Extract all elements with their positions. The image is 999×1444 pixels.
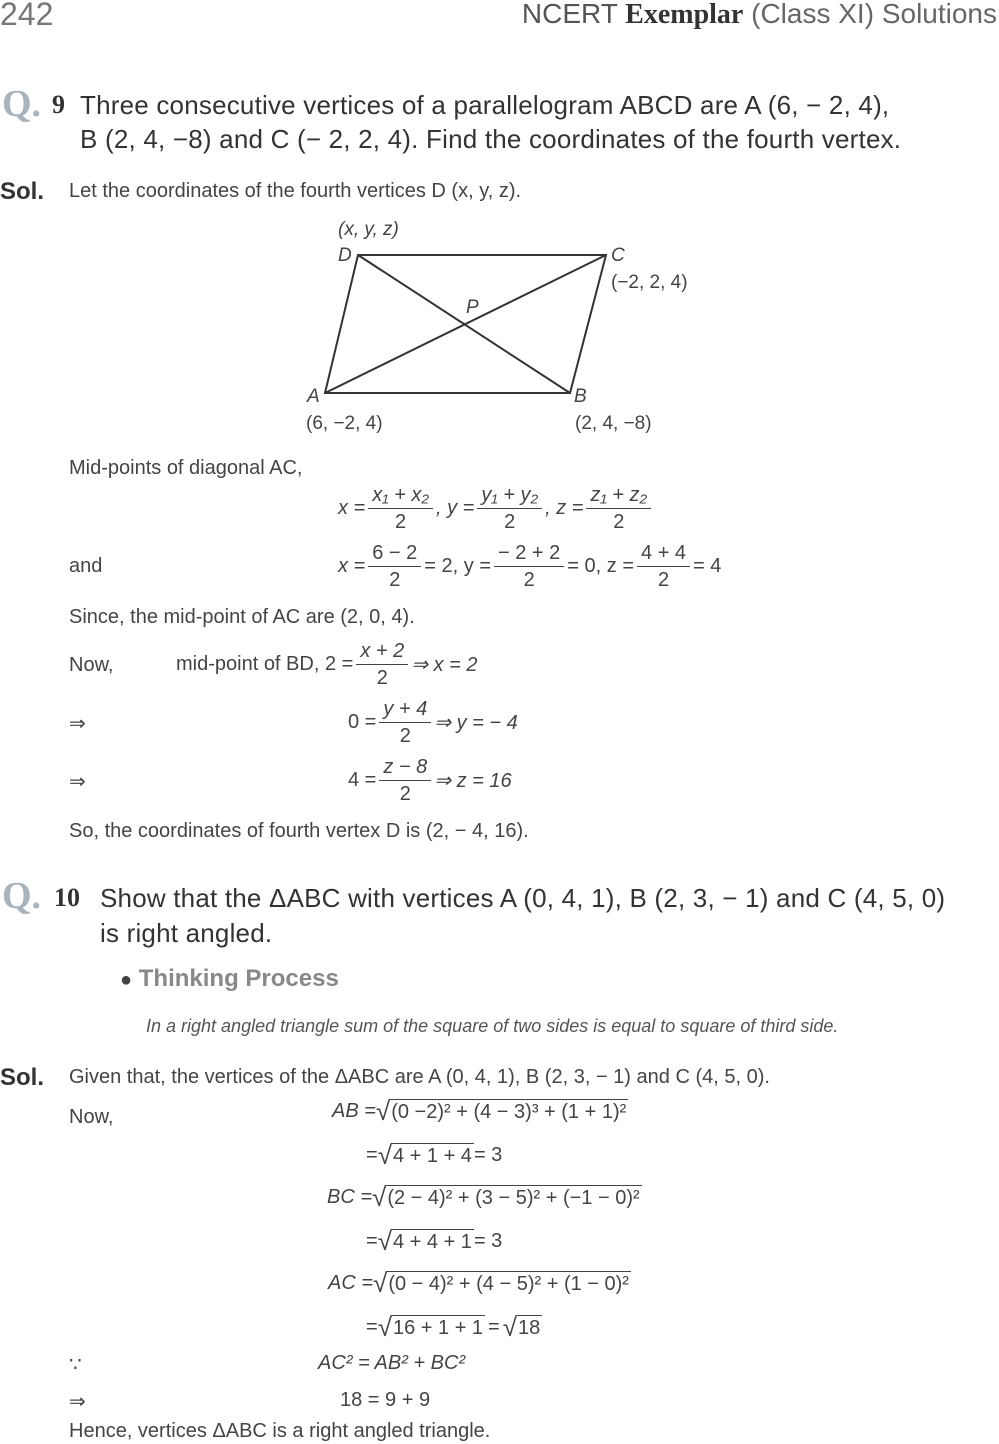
numerator: z − 8	[379, 754, 431, 781]
bc-distance	[327, 1184, 642, 1210]
point-p-label: P	[466, 297, 479, 318]
solution-label: Sol.	[0, 178, 45, 205]
formula-x: x =	[338, 497, 366, 519]
ac-distance	[328, 1270, 631, 1296]
formula-z: , z =	[545, 497, 584, 519]
fraction	[368, 482, 433, 535]
denominator: 2	[395, 511, 407, 533]
numerator: x + 2	[356, 638, 408, 665]
calc-y: = 2, y =	[424, 555, 492, 577]
radicand: 4 + 4 + 1	[392, 1231, 472, 1253]
thinking-title: Thinking Process	[138, 965, 339, 992]
solution-intro: Let the coordinates of the fourth vertices D (x, y, z).	[69, 180, 522, 202]
denominator: 2	[523, 569, 535, 591]
fraction	[586, 482, 651, 535]
calc-result: = 4	[693, 555, 722, 577]
numerator: y + 4	[379, 696, 431, 723]
eq-lhs: mid-point of BD, 2 =	[176, 653, 354, 675]
question-text-line2: B (2, 4, −8) and C (− 2, 2, 4). Find the coordinates of the fourth vertex.	[80, 124, 902, 154]
page-number: 242	[0, 0, 54, 32]
now-label: Now,	[69, 654, 114, 676]
vertex-c-label: C	[611, 245, 625, 266]
implies-arrow: ⇒	[69, 771, 86, 793]
radicand: (0 −2)² + (4 − 3)³ + (1 + 1)²	[391, 1101, 627, 1123]
fraction	[379, 696, 431, 749]
eq-lhs: =	[366, 1143, 378, 1166]
eq-lhs: =	[366, 1229, 378, 1252]
ac-value	[366, 1314, 542, 1340]
formula-y: , y =	[435, 497, 475, 519]
midpoints-label: Mid-points of diagonal AC,	[69, 457, 303, 479]
denominator: 2	[399, 783, 411, 805]
thinking-text: In a right angled triangle sum of the square of two sides is equal to square of third side.	[146, 1016, 839, 1036]
ab-distance	[332, 1098, 628, 1124]
eq-result: ⇒ y = − 4	[434, 712, 518, 734]
denominator: 2	[399, 725, 411, 747]
denominator: 2	[504, 511, 516, 533]
fraction	[494, 540, 564, 593]
radicand: 4 + 1 + 4	[392, 1145, 472, 1167]
numerator: z₁ + z₂	[586, 482, 651, 509]
vertex-c-coords: (−2, 2, 4)	[611, 272, 688, 293]
sqrt-icon: √ 18	[502, 1312, 541, 1342]
eq-result: = 3	[473, 1143, 503, 1166]
solution-label: Sol.	[0, 1064, 45, 1091]
calc-x: x =	[338, 555, 366, 577]
pythagoras-relation: AC² = AB² + BC²	[318, 1352, 466, 1374]
sqrt-icon: √ 4 + 4 + 1	[377, 1226, 472, 1256]
numerator: 6 − 2	[368, 540, 421, 567]
fraction	[356, 638, 408, 691]
because-symbol: ∵	[69, 1354, 82, 1376]
bc-value	[366, 1228, 502, 1254]
question-text-line1: Three consecutive vertices of a parallelogram ABCD are A (6, − 2, 4),	[80, 90, 890, 120]
implies-arrow: ⇒	[69, 713, 86, 735]
bd-eq-z	[348, 754, 512, 807]
radicand: 18	[518, 1317, 541, 1339]
implies-arrow: ⇒	[69, 1391, 86, 1413]
numeric-check: 18 = 9 + 9	[340, 1389, 431, 1411]
calc-z: = 0, z =	[567, 555, 635, 577]
header-prefix: NCERT	[521, 0, 626, 29]
q10-conclusion: Hence, vertices ΔABC is a right angled triangle.	[69, 1420, 491, 1442]
sqrt-icon: √ (0 − 4)² + (4 − 5)² + (1 − 0)²	[373, 1268, 629, 1298]
now-label: Now,	[69, 1106, 114, 1128]
denominator: 2	[657, 569, 670, 591]
bd-eq-y	[348, 696, 518, 749]
eq-result: = 3	[473, 1229, 503, 1252]
denominator: 2	[613, 511, 625, 533]
vertex-a-coords: (6, −2, 4)	[306, 413, 383, 434]
lightbulb-icon: ●	[120, 969, 133, 991]
fraction	[637, 540, 690, 593]
eq-lhs: AC =	[328, 1271, 374, 1294]
q9-conclusion: So, the coordinates of fourth vertex D is (2, − 4, 16).	[69, 820, 529, 842]
bd-eq-x	[176, 638, 477, 691]
since-text: Since, the mid-point of AC are (2, 0, 4).	[69, 606, 415, 628]
thinking-process-heading	[120, 965, 339, 993]
eq-lhs: BC =	[327, 1185, 373, 1208]
question-mark: Q.	[2, 83, 42, 125]
denominator: 2	[389, 569, 401, 591]
diagonal-ac	[325, 255, 606, 393]
fraction	[477, 482, 542, 535]
eq-result: ⇒ x = 2	[411, 654, 478, 676]
vertex-b-label: B	[574, 386, 587, 407]
parallelogram-diagram	[0, 0, 999, 460]
and-label: and	[69, 555, 103, 577]
question-number: 9	[52, 90, 65, 119]
sqrt-icon: √ 4 + 1 + 4	[377, 1140, 472, 1170]
radicand: 16 + 1 + 1	[392, 1317, 484, 1339]
question-number: 10	[54, 883, 80, 912]
radicand: (2 − 4)² + (3 − 5)² + (−1 − 0)²	[387, 1187, 640, 1209]
denominator: 2	[376, 667, 388, 689]
question-mark: Q.	[2, 875, 42, 917]
header-bold: Exemplar	[625, 0, 744, 30]
numerator: x₁ + x₂	[368, 482, 433, 509]
eq-lhs: =	[366, 1315, 378, 1338]
question-text-line1: Show that the ΔABC with vertices A (0, 4, 1), B (2, 3, − 1) and C (4, 5, 0)	[100, 883, 946, 913]
numerator: y₁ + y₂	[477, 482, 542, 509]
sqrt-icon: √ (2 − 4)² + (3 − 5)² + (−1 − 0)²	[372, 1182, 640, 1212]
midpoint-calc	[338, 540, 721, 593]
vertex-b-coords: (2, 4, −8)	[575, 413, 652, 434]
ab-value	[366, 1142, 502, 1168]
vertex-d-coords: (x, y, z)	[338, 219, 399, 240]
header-suffix: (Class XI) Solutions	[743, 0, 997, 29]
sqrt-icon: √ (0 −2)² + (4 − 3)³ + (1 + 1)²	[375, 1096, 627, 1126]
vertex-a-label: A	[307, 386, 320, 407]
eq-lhs: 4 =	[348, 769, 377, 791]
eq-result: ⇒ z = 16	[434, 770, 512, 792]
question-text-line2: is right angled.	[100, 918, 273, 948]
vertex-d-label: D	[338, 245, 352, 266]
midpoint-formula	[338, 482, 654, 535]
numerator: 4 + 4	[637, 540, 690, 567]
eq-lhs: AB =	[332, 1099, 376, 1122]
eq-lhs: 0 =	[348, 711, 377, 733]
fraction	[379, 754, 431, 807]
sqrt-icon: √ 16 + 1 + 1	[377, 1312, 484, 1342]
fraction	[368, 540, 421, 593]
solution-intro: Given that, the vertices of the ΔABC are A (0, 4, 1), B (2, 3, − 1) and C (4, 5, 0).	[69, 1066, 770, 1088]
numerator: − 2 + 2	[494, 540, 564, 567]
equals: =	[488, 1315, 500, 1338]
radicand: (0 − 4)² + (4 − 5)² + (1 − 0)²	[388, 1273, 629, 1295]
